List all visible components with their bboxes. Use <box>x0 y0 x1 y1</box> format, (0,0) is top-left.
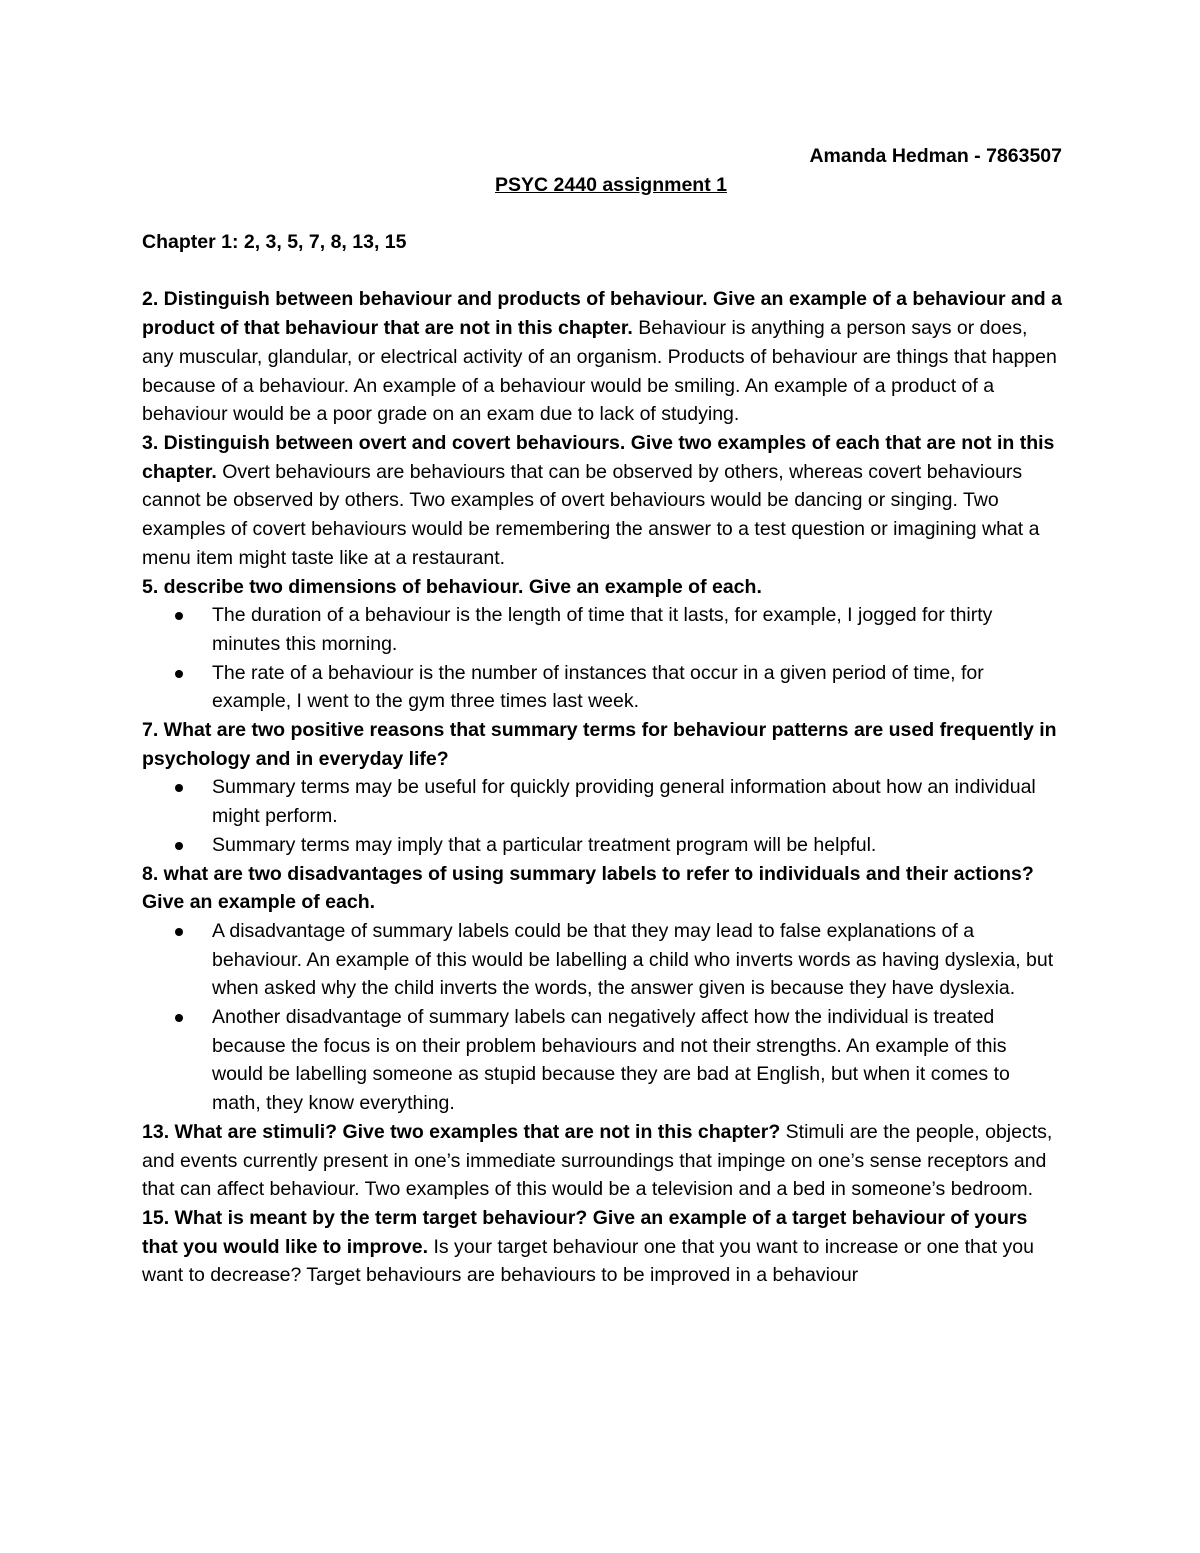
question-13-answer: Stimuli are the people, objects, and events currently present in one’s immediate surroundings that impinge on one’s sense receptors and that can affect behaviour. Two examples of this would be a television and a bed in someone’s bedroom. <box>142 1120 1053 1201</box>
bullet-icon <box>175 842 183 850</box>
list-item <box>212 831 1062 860</box>
list-item-text: The rate of a behaviour is the number of instances that occur in a given period of time, for example, I went to the gym three times last week. <box>212 661 984 713</box>
author-line: Amanda Hedman - 7863507 <box>809 145 1062 167</box>
question-3-prompt: 3. Distinguish between overt and covert behaviours. Give two examples of each that are not in this chapter. <box>142 432 1055 483</box>
list-item <box>212 659 1062 716</box>
question-13-prompt: 13. What are stimuli? Give two examples that are not in this chapter? <box>142 1120 781 1143</box>
bullet-icon <box>175 784 183 792</box>
question-3-answer: Overt behaviours are behaviours that can be observed by others, whereas covert behaviours cannot be observed by others. Two examples of overt behaviours would be dancing or singing. Two examples of covert behaviours would be remembering the answer to a test question or imagining what a menu item might taste like at a restaurant. <box>142 460 1040 569</box>
list-item-text: A disadvantage of summary labels could be that they may lead to false explanations of a behaviour. An example of this would be labelling a child who inverts words as having dyslexia, but when asked why the child inverts the words, the answer given is because they have dyslexia. <box>212 919 1054 1000</box>
question-8-answer-list <box>142 917 1062 1118</box>
question-5-answer-list <box>142 601 1062 716</box>
question-15-prompt: 15. What is meant by the term target behaviour? Give an example of a target behaviour of yours that you would like to improve. <box>142 1206 1028 1258</box>
list-item-text: Summary terms may be useful for quickly providing general information about how an individual might perform. <box>212 776 1036 828</box>
question-15-answer: Is your target behaviour one that you want to increase or one that you want to decrease? Target behaviours are behaviours to be improved in a behaviour <box>142 1235 1034 1287</box>
list-item <box>212 601 1062 658</box>
question-7-answer-list <box>142 773 1062 859</box>
question-8-prompt: 8. what are two disadvantages of using summary labels to refer to individuals and their actions? Give an example of each. <box>142 862 1034 914</box>
question-5-prompt: 5. describe two dimensions of behaviour. Give an example of each. <box>142 575 762 598</box>
bullet-icon <box>175 612 183 620</box>
question-3-block <box>142 429 1062 573</box>
question-2-block <box>142 285 1062 429</box>
list-item-text: Another disadvantage of summary labels can negatively affect how the individual is treated because the focus is on their problem behaviours and not their strengths. An example of this would be labelling someone as stupid because they are bad at English, but when it comes to math, they know everything. <box>212 1006 1010 1115</box>
list-item <box>212 773 1062 830</box>
list-item <box>212 917 1062 1003</box>
list-item-text: The duration of a behaviour is the length of time that it lasts, for example, I jogged for thirty minutes this morning. <box>212 604 993 655</box>
question-13-block <box>142 1118 1062 1204</box>
question-7-prompt: 7. What are two positive reasons that summary terms for behaviour patterns are used frequently in psychology and in everyday life? <box>142 719 1057 770</box>
list-item <box>212 1003 1062 1118</box>
bullet-icon <box>175 670 183 678</box>
question-2-answer: Behaviour is anything a person says or does, any muscular, glandular, or electrical activity of an organism. Products of behaviour are things that happen because of a behaviour. An example of a behaviour would be smiling. An example of a product of a behaviour would be a poor grade on an exam due to lack of studying. <box>142 317 1057 426</box>
list-item-text: Summary terms may imply that a particular treatment program will be helpful. <box>212 833 877 856</box>
question-15-block <box>142 1204 1062 1290</box>
bullet-icon <box>175 1014 183 1022</box>
bullet-icon <box>175 928 183 936</box>
document-title: PSYC 2440 assignment 1 <box>495 173 727 196</box>
question-2-prompt: 2. Distinguish between behaviour and products of behaviour. Give an example of a behaviour and a product of that behaviour that are not in this chapter. <box>142 288 1062 340</box>
chapter-line: Chapter 1: 2, 3, 5, 7, 8, 13, 15 <box>142 231 407 254</box>
document-content <box>142 142 1062 1290</box>
